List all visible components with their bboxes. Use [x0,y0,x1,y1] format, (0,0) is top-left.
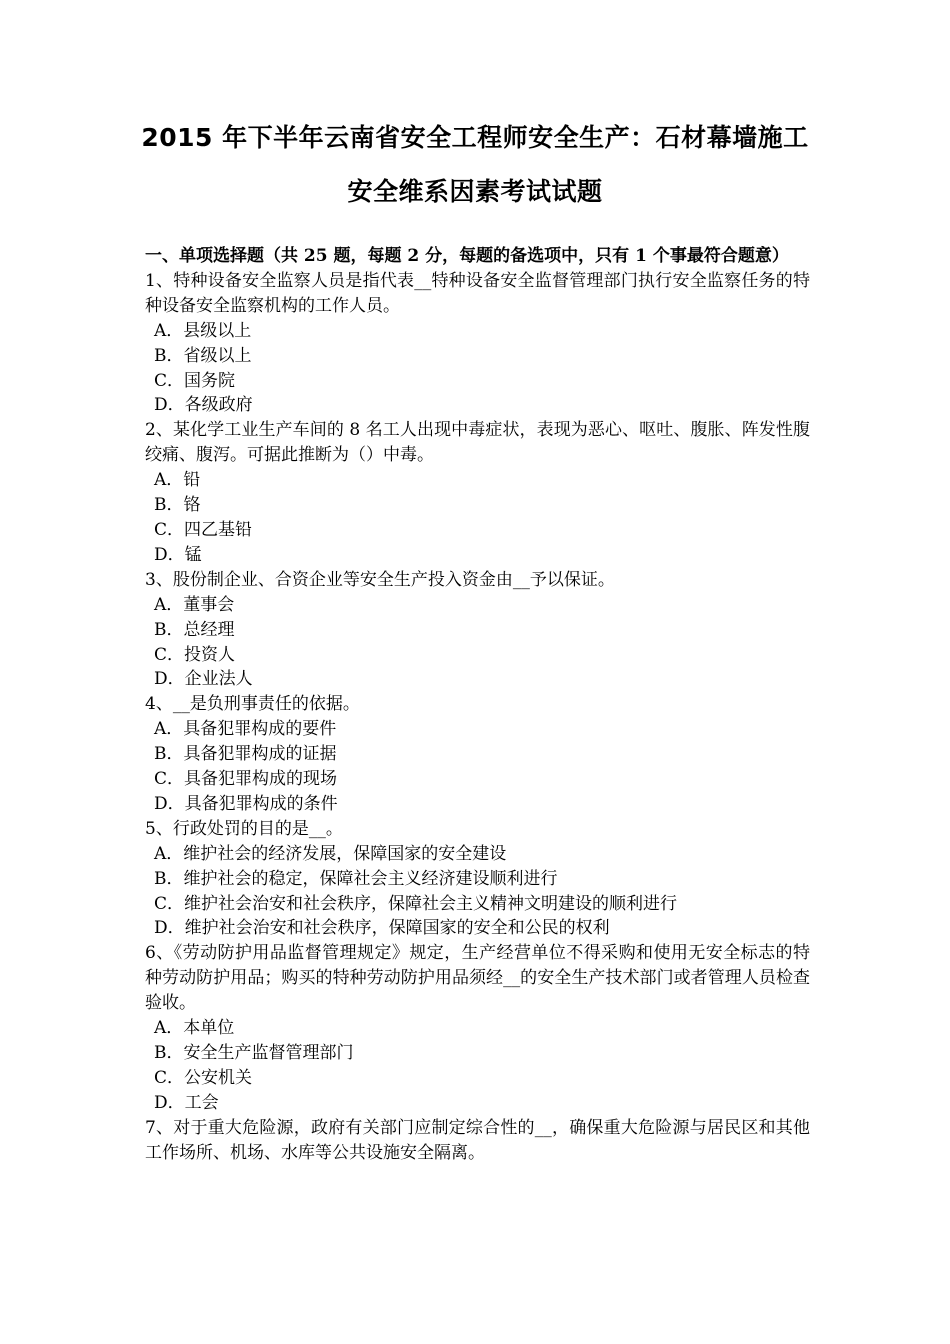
question-5 [145,817,810,942]
question-text: 4、__是负刑事责任的依据。 [145,694,360,715]
question-text: 5、行政处罚的目的是__。 [145,818,343,839]
option-c: C．具备犯罪构成的现场 [154,769,338,790]
option-d: D．锰 [154,544,202,565]
option-d: D．维护社会治安和社会秩序，保障国家的安全和公民的权利 [154,918,610,939]
option-b: B．省级以上 [154,345,252,366]
question-text: 7、对于重大危险源，政府有关部门应制定综合性的__，确保重大危险源与居民区和其他工作场所、机场、水库等公共设施安全隔离。 [145,1117,810,1163]
option-b: B．总经理 [154,619,235,640]
option-a: A．维护社会的经济发展，保障国家的安全建设 [154,843,507,864]
question-6 [145,941,810,1115]
document-body [145,244,810,1166]
option-d: D．各级政府 [154,395,253,416]
option-d: D．具备犯罪构成的条件 [154,793,338,814]
question-1 [145,269,810,418]
option-c: C．国务院 [154,370,236,391]
option-b: B．维护社会的稳定，保障社会主义经济建设顺利进行 [154,868,558,889]
option-b: B．铬 [154,495,201,516]
option-a: A．铅 [154,470,201,491]
option-c: C．四乙基铅 [154,519,253,540]
section-header: 一、单项选择题（共 25 题，每题 2 分，每题的备选项中，只有 1 个事最符合题意） [145,246,789,266]
question-text: 2、某化学工业生产车间的 8 名工人出现中毒症状，表现为恶心、呕吐、腹胀、阵发性腹绞痛、腹泻。可据此推断为（）中毒。 [145,420,810,466]
option-b: B．安全生产监督管理部门 [154,1043,354,1063]
option-b: B．具备犯罪构成的证据 [154,744,337,765]
option-d: D．工会 [154,1092,219,1113]
option-a: A．董事会 [154,594,235,615]
option-d: D．企业法人 [154,669,253,690]
question-text: 1、特种设备安全监察人员是指代表__特种设备安全监督管理部门执行安全监察任务的特种设备安全监察机构的工作人员。 [145,270,810,316]
option-a: A．具备犯罪构成的要件 [154,719,337,740]
question-text: 6、《劳动防护用品监督管理规定》规定，生产经营单位不得采购和使用无安全标志的特种劳动防护用品；购买的特种劳动防护用品须经__的安全生产技术部门或者管理人员检查验收。 [145,943,810,1014]
question-text: 3、股份制企业、合资企业等安全生产投入资金由__予以保证。 [145,569,615,590]
question-7 [145,1116,810,1166]
question-3 [145,568,810,693]
document-title-line-2: 安全维系因素考试试题 [347,177,603,206]
option-c: C．公安机关 [154,1067,253,1088]
option-c: C．投资人 [154,644,236,665]
option-a: A．本单位 [154,1018,235,1039]
document-title-line-1: 2015 年下半年云南省安全工程师安全生产：石材幕墙施工 [141,123,809,152]
option-c: C．维护社会治安和社会秩序，保障社会主义精神文明建设的顺利进行 [154,893,678,914]
option-a: A．县级以上 [154,320,252,341]
question-2 [145,418,810,567]
question-4 [145,692,810,817]
